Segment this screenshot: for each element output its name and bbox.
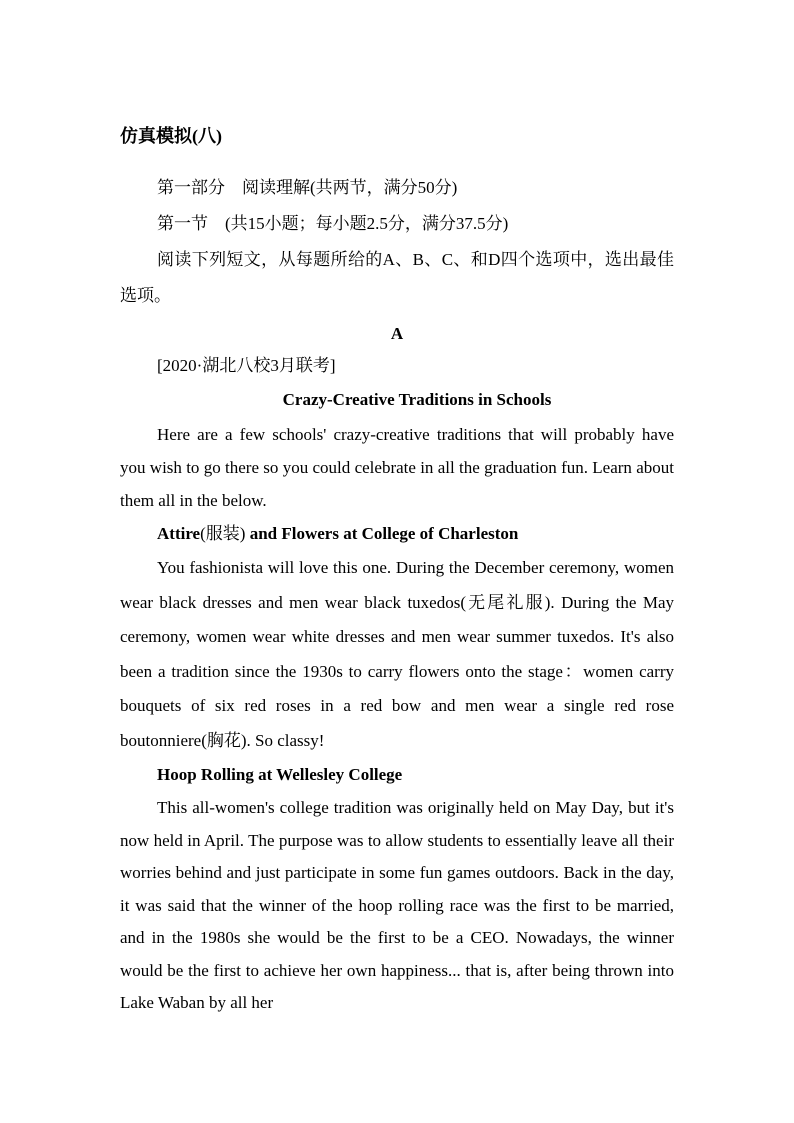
document-page <box>120 118 674 1020</box>
section-heading-charleston-en2: and Flowers at College of Charleston <box>245 524 519 543</box>
section-heading-charleston-cn: (服装) <box>200 524 246 543</box>
passage-title: Crazy-Creative Traditions in Schools <box>282 390 552 409</box>
section-heading-wellesley: Hoop Rolling at Wellesley College <box>157 765 403 784</box>
charleston-paragraph: You fashionista will love this one. During the December ceremony, women wear black dresses and men wear black tuxedos(无尾礼服). During the May ceremony, women wear white dresses and men wear summer tuxedos. It's also been a tradition since the 1930s to carry flowers onto the stage：women carry bouquets of six red roses in a red bow and men wear a single red rose boutonniere(胸花). So classy! <box>120 558 674 750</box>
instructions-paragraph: 阅读下列短文，从每题所给的A、B、C、和D四个选项中，选出最佳选项。 <box>120 250 674 305</box>
section-heading-charleston-en1: Attire <box>157 524 201 543</box>
wellesley-paragraph: This all-women's college tradition was originally held on May Day, but it's now held in April. The purpose was to allow students to essentially leave all their worries behind and just participate in some fun games outdoors. Back in the day, it was said that the winner of the hoop rolling race was the first to be married, and in the 1980s she would be the first to be a CEO. Nowadays, the winner would be the first to achieve her own happiness... that is, after being thrown into Lake Waban by all her <box>120 798 674 1012</box>
section-heading: 第一节 (共15小题；每小题2.5分，满分37.5分) <box>157 214 509 233</box>
intro-paragraph: Here are a few schools' crazy-creative traditions that will probably have you wish to go there so you could celebrate in all the graduation fun. Learn about them all in the below. <box>120 425 674 510</box>
part-heading: 第一部分 阅读理解(共两节，满分50分) <box>157 178 458 197</box>
document-title: 仿真模拟(八) <box>120 126 222 146</box>
section-heading-charleston <box>120 517 674 551</box>
passage-letter: A <box>390 324 404 343</box>
passage-source: [2020·湖北八校3月联考] <box>157 356 336 375</box>
